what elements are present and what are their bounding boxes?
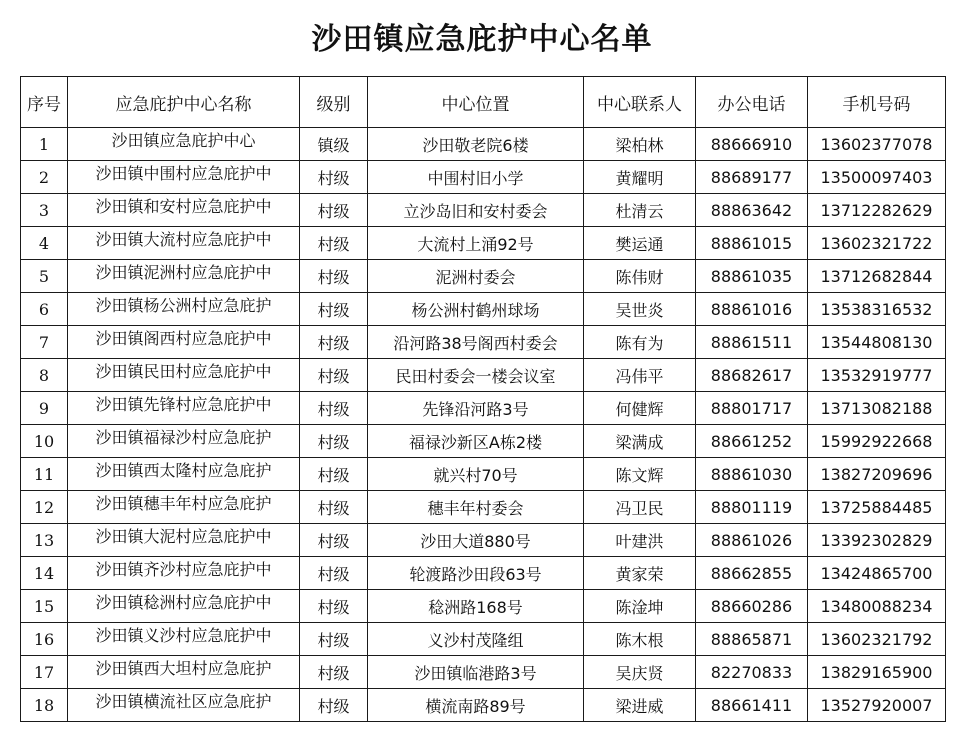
- cell-mobile: 13544808130: [808, 326, 946, 359]
- cell-location: 义沙村茂隆组: [368, 623, 584, 656]
- cell-center-name: 沙田镇大流村应急庇护中: [68, 227, 300, 260]
- table-row: [21, 359, 946, 392]
- cell-location: 立沙岛旧和安村委会: [368, 194, 584, 227]
- cell-index: 15: [21, 590, 68, 623]
- cell-contact: 吴世炎: [584, 293, 696, 326]
- cell-location: 沙田镇临港路3号: [368, 656, 584, 689]
- cell-office-phone: 88861016: [696, 293, 808, 326]
- cell-level: 村级: [300, 293, 368, 326]
- table-row: [21, 161, 946, 194]
- table-row: [21, 689, 946, 722]
- cell-center-name: 沙田镇大泥村应急庇护中: [68, 524, 300, 557]
- table-row: [21, 557, 946, 590]
- cell-office-phone: 88861015: [696, 227, 808, 260]
- table-row: [21, 194, 946, 227]
- cell-location: 先锋沿河路3号: [368, 392, 584, 425]
- cell-level: 村级: [300, 326, 368, 359]
- cell-center-name: 沙田镇泥洲村应急庇护中: [68, 260, 300, 293]
- cell-contact: 陈伟财: [584, 260, 696, 293]
- cell-contact: 何健辉: [584, 392, 696, 425]
- cell-level: 村级: [300, 557, 368, 590]
- cell-index: 12: [21, 491, 68, 524]
- header-office-phone: 办公电话: [696, 77, 808, 128]
- cell-location: 福禄沙新区A栋2楼: [368, 425, 584, 458]
- table-body: [21, 128, 946, 722]
- header-contact: 中心联系人: [584, 77, 696, 128]
- cell-office-phone: 88660286: [696, 590, 808, 623]
- document-title: 沙田镇应急庇护中心名单: [311, 22, 653, 57]
- cell-location: 沙田大道880号: [368, 524, 584, 557]
- cell-contact: 陈木根: [584, 623, 696, 656]
- table-row: [21, 128, 946, 161]
- cell-level: 村级: [300, 623, 368, 656]
- cell-mobile: 13538316532: [808, 293, 946, 326]
- cell-center-name: 沙田镇杨公洲村应急庇护: [68, 293, 300, 326]
- cell-center-name: 沙田镇义沙村应急庇护中: [68, 623, 300, 656]
- cell-mobile: 13480088234: [808, 590, 946, 623]
- cell-index: 18: [21, 689, 68, 722]
- cell-office-phone: 88861030: [696, 458, 808, 491]
- cell-mobile: 13713082188: [808, 392, 946, 425]
- cell-index: 14: [21, 557, 68, 590]
- cell-office-phone: 82270833: [696, 656, 808, 689]
- cell-mobile: 13712282629: [808, 194, 946, 227]
- cell-level: 村级: [300, 392, 368, 425]
- cell-mobile: 13500097403: [808, 161, 946, 194]
- cell-level: 村级: [300, 227, 368, 260]
- cell-office-phone: 88661252: [696, 425, 808, 458]
- table-row: [21, 293, 946, 326]
- cell-office-phone: 88863642: [696, 194, 808, 227]
- table-row: [21, 656, 946, 689]
- cell-contact: 陈淦坤: [584, 590, 696, 623]
- cell-index: 3: [21, 194, 68, 227]
- cell-index: 7: [21, 326, 68, 359]
- cell-mobile: 13602321722: [808, 227, 946, 260]
- cell-location: 沙田敬老院6楼: [368, 128, 584, 161]
- table-row: [21, 590, 946, 623]
- cell-center-name: 沙田镇穗丰年村应急庇护: [68, 491, 300, 524]
- cell-level: 村级: [300, 458, 368, 491]
- cell-mobile: 13424865700: [808, 557, 946, 590]
- cell-location: 就兴村70号: [368, 458, 584, 491]
- cell-mobile: 13725884485: [808, 491, 946, 524]
- cell-mobile: 13602377078: [808, 128, 946, 161]
- cell-mobile: 13392302829: [808, 524, 946, 557]
- cell-center-name: 沙田镇民田村应急庇护中: [68, 359, 300, 392]
- cell-contact: 陈文辉: [584, 458, 696, 491]
- cell-contact: 樊运通: [584, 227, 696, 260]
- cell-location: 轮渡路沙田段63号: [368, 557, 584, 590]
- cell-center-name: 沙田镇横流社区应急庇护: [68, 689, 300, 722]
- shelter-roster-table: [20, 76, 946, 722]
- cell-index: 13: [21, 524, 68, 557]
- table-row: [21, 326, 946, 359]
- cell-center-name: 沙田镇应急庇护中心: [68, 128, 300, 161]
- cell-location: 民田村委会一楼会议室: [368, 359, 584, 392]
- cell-contact: 梁进威: [584, 689, 696, 722]
- header-location: 中心位置: [368, 77, 584, 128]
- cell-center-name: 沙田镇西太隆村应急庇护: [68, 458, 300, 491]
- cell-office-phone: 88682617: [696, 359, 808, 392]
- cell-location: 泥洲村委会: [368, 260, 584, 293]
- table-header-row: [21, 77, 946, 128]
- cell-contact: 陈有为: [584, 326, 696, 359]
- cell-center-name: 沙田镇稔洲村应急庇护中: [68, 590, 300, 623]
- cell-level: 村级: [300, 260, 368, 293]
- cell-level: 村级: [300, 590, 368, 623]
- table-row: [21, 524, 946, 557]
- cell-level: 镇级: [300, 128, 368, 161]
- cell-contact: 冯伟平: [584, 359, 696, 392]
- cell-location: 穗丰年村委会: [368, 491, 584, 524]
- table-row: [21, 425, 946, 458]
- cell-contact: 吴庆贤: [584, 656, 696, 689]
- cell-contact: 梁柏林: [584, 128, 696, 161]
- cell-mobile: 13827209696: [808, 458, 946, 491]
- cell-center-name: 沙田镇先锋村应急庇护中: [68, 392, 300, 425]
- cell-contact: 黄家荣: [584, 557, 696, 590]
- table-row: [21, 623, 946, 656]
- cell-index: 16: [21, 623, 68, 656]
- cell-mobile: 13602321792: [808, 623, 946, 656]
- table-row: [21, 458, 946, 491]
- cell-index: 2: [21, 161, 68, 194]
- cell-index: 1: [21, 128, 68, 161]
- cell-mobile: 13532919777: [808, 359, 946, 392]
- header-mobile: 手机号码: [808, 77, 946, 128]
- cell-center-name: 沙田镇阁西村应急庇护中: [68, 326, 300, 359]
- cell-location: 杨公洲村鹤州球场: [368, 293, 584, 326]
- cell-location: 大流村上涌92号: [368, 227, 584, 260]
- cell-level: 村级: [300, 359, 368, 392]
- cell-mobile: 15992922668: [808, 425, 946, 458]
- cell-location: 稔洲路168号: [368, 590, 584, 623]
- cell-center-name: 沙田镇和安村应急庇护中: [68, 194, 300, 227]
- table-row: [21, 392, 946, 425]
- cell-office-phone: 88865871: [696, 623, 808, 656]
- cell-index: 9: [21, 392, 68, 425]
- cell-level: 村级: [300, 425, 368, 458]
- cell-index: 11: [21, 458, 68, 491]
- cell-index: 6: [21, 293, 68, 326]
- cell-level: 村级: [300, 656, 368, 689]
- cell-location: 中围村旧小学: [368, 161, 584, 194]
- cell-office-phone: 88861511: [696, 326, 808, 359]
- header-level: 级别: [300, 77, 368, 128]
- cell-center-name: 沙田镇西大坦村应急庇护: [68, 656, 300, 689]
- cell-contact: 黄耀明: [584, 161, 696, 194]
- cell-office-phone: 88861035: [696, 260, 808, 293]
- cell-index: 10: [21, 425, 68, 458]
- cell-index: 17: [21, 656, 68, 689]
- cell-center-name: 沙田镇福禄沙村应急庇护: [68, 425, 300, 458]
- cell-contact: 冯卫民: [584, 491, 696, 524]
- cell-level: 村级: [300, 491, 368, 524]
- cell-center-name: 沙田镇中围村应急庇护中: [68, 161, 300, 194]
- cell-mobile: 13829165900: [808, 656, 946, 689]
- cell-office-phone: 88801717: [696, 392, 808, 425]
- cell-index: 5: [21, 260, 68, 293]
- cell-contact: 叶建洪: [584, 524, 696, 557]
- table-row: [21, 491, 946, 524]
- header-index: 序号: [21, 77, 68, 128]
- cell-level: 村级: [300, 194, 368, 227]
- cell-contact: 梁满成: [584, 425, 696, 458]
- cell-index: 4: [21, 227, 68, 260]
- cell-mobile: 13712682844: [808, 260, 946, 293]
- cell-location: 沿河路38号阁西村委会: [368, 326, 584, 359]
- cell-index: 8: [21, 359, 68, 392]
- cell-office-phone: 88689177: [696, 161, 808, 194]
- cell-location: 横流南路89号: [368, 689, 584, 722]
- cell-level: 村级: [300, 689, 368, 722]
- cell-office-phone: 88666910: [696, 128, 808, 161]
- cell-office-phone: 88661411: [696, 689, 808, 722]
- cell-contact: 杜清云: [584, 194, 696, 227]
- cell-level: 村级: [300, 524, 368, 557]
- table-row: [21, 260, 946, 293]
- cell-office-phone: 88662855: [696, 557, 808, 590]
- cell-level: 村级: [300, 161, 368, 194]
- cell-office-phone: 88861026: [696, 524, 808, 557]
- header-center-name: 应急庇护中心名称: [68, 77, 300, 128]
- table-row: [21, 227, 946, 260]
- cell-office-phone: 88801119: [696, 491, 808, 524]
- cell-center-name: 沙田镇齐沙村应急庇护中: [68, 557, 300, 590]
- cell-mobile: 13527920007: [808, 689, 946, 722]
